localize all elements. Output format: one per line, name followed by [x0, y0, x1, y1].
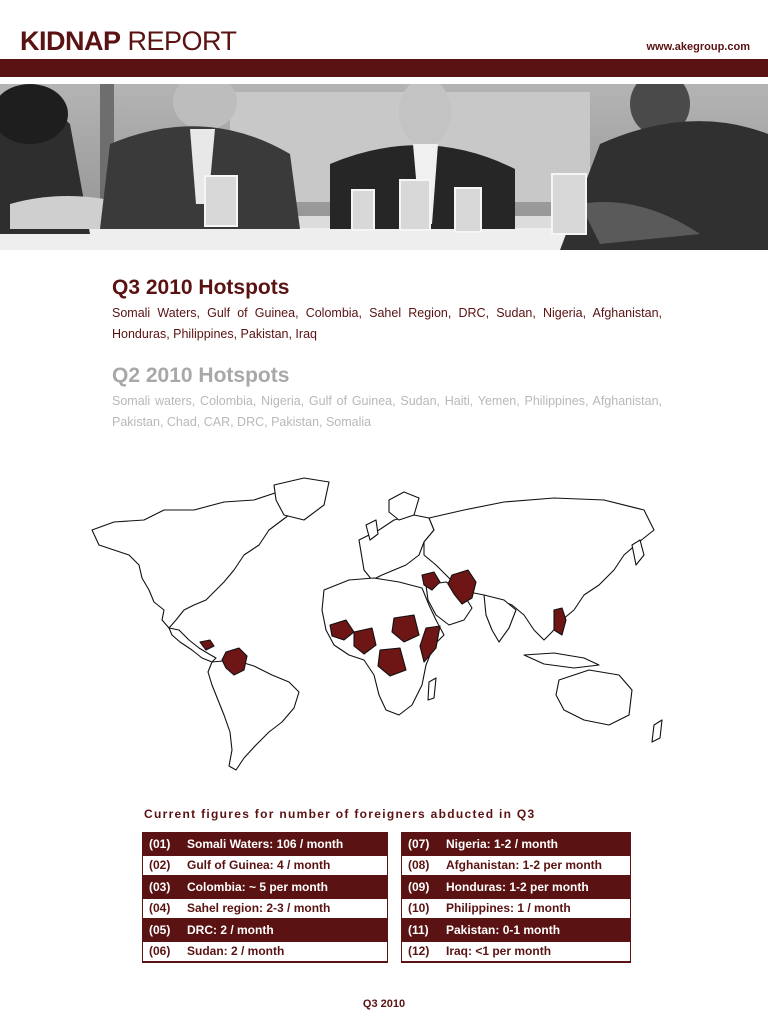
table-row [402, 941, 630, 963]
row-label: Somali Waters: 106 / month [187, 836, 344, 851]
row-label: Gulf of Guinea: 4 / month [187, 858, 331, 873]
australia [556, 670, 632, 725]
row-number: (07) [408, 836, 430, 851]
page-footer: Q3 2010 [362, 998, 406, 1010]
row-number: (03) [149, 879, 171, 894]
report-title [20, 26, 237, 57]
table-row [143, 941, 387, 963]
table-row [402, 833, 630, 855]
table-row [143, 876, 387, 898]
new-zealand [652, 720, 662, 742]
row-number: (08) [408, 858, 430, 873]
row-number: (10) [408, 901, 430, 916]
row-number: (12) [408, 944, 430, 959]
row-number: (05) [149, 922, 171, 937]
table-row [402, 855, 630, 877]
figures-title: Current figures for number of foreigners abducted in Q3 [144, 807, 536, 821]
row-label: Nigeria: 1-2 / month [446, 836, 559, 851]
row-number: (01) [149, 836, 171, 851]
south-america [208, 660, 299, 770]
row-number: (09) [408, 879, 430, 894]
table-row [402, 919, 630, 941]
figures-table-right [401, 832, 631, 963]
indonesia [524, 653, 599, 668]
japan [632, 540, 644, 565]
table-row [143, 833, 387, 855]
table-row [402, 898, 630, 920]
row-number: (06) [149, 944, 171, 959]
figures-table-left [142, 832, 388, 963]
brand-bold: KIDNAP [20, 26, 121, 56]
row-label: Iraq: <1 per month [446, 944, 552, 959]
row-label: DRC: 2 / month [187, 922, 274, 937]
row-label: Honduras: 1-2 per month [446, 879, 589, 894]
table-row [143, 898, 387, 920]
meeting-photo [0, 84, 768, 250]
madagascar [428, 678, 436, 700]
q3-hotspots-heading: Q3 2010 Hotspots [112, 276, 290, 299]
honduras [200, 640, 214, 650]
row-label: Sudan: 2 / month [187, 944, 285, 959]
table-row [143, 919, 387, 941]
row-label: Pakistan: 0-1 month [446, 922, 561, 937]
north-america [92, 490, 299, 628]
world-hotspot-map [84, 470, 684, 780]
row-label: Sahel region: 2-3 / month [187, 901, 331, 916]
table-row [402, 876, 630, 898]
row-number: (02) [149, 858, 171, 873]
row-number: (04) [149, 901, 171, 916]
q3-hotspots-list: Somali Waters, Gulf of Guinea, Colombia, Sahel Region, DRC, Sudan, Nigeria, Afghanistan, Honduras, Philippines, Pakistan, Iraq [112, 306, 662, 341]
header-band [0, 59, 768, 77]
table-row [143, 855, 387, 877]
row-number: (11) [408, 922, 429, 937]
row-label: Afghanistan: 1-2 per month [446, 858, 603, 873]
row-label: Colombia: ~ 5 per month [187, 879, 329, 894]
row-label: Philippines: 1 / month [446, 901, 571, 916]
website-link[interactable]: www.akegroup.com [646, 41, 750, 53]
q2-hotspots-list: Somali waters, Colombia, Nigeria, Gulf of Guinea, Sudan, Haiti, Yemen, Philippines, Afghanistan, Pakistan, Chad, CAR, DRC, Pakistan, Somalia [112, 394, 662, 429]
brand-rest: REPORT [120, 26, 237, 56]
q2-hotspots-heading: Q2 2010 Hotspots [112, 364, 290, 387]
